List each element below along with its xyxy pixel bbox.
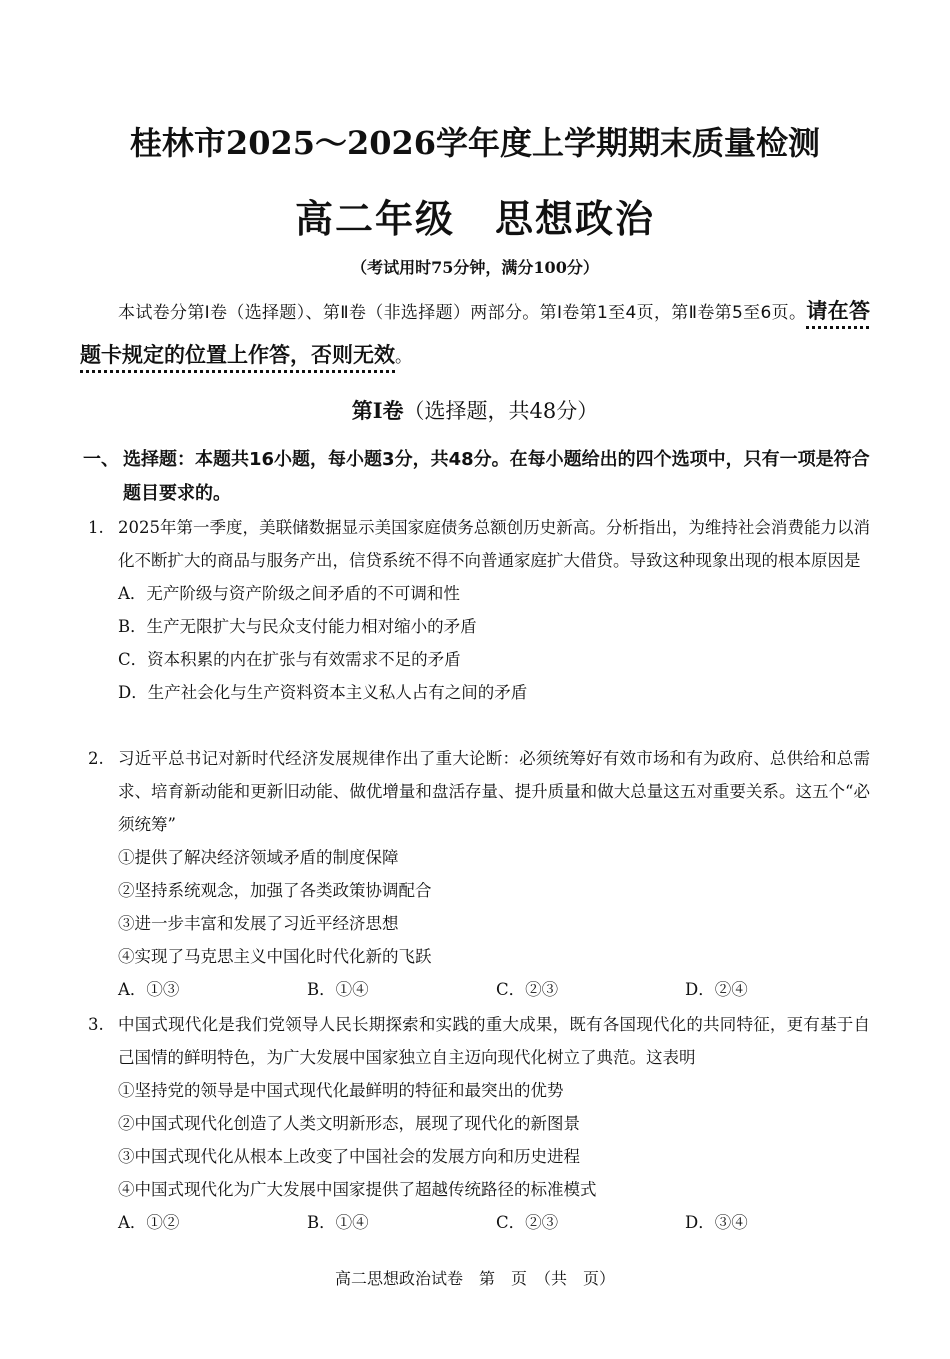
choice-a[interactable]: A．①② — [118, 1213, 180, 1232]
section-label: 第Ⅰ卷 — [351, 398, 404, 423]
statement-3: ③进一步丰富和发展了习近平经济思想 — [118, 914, 399, 933]
statement-3: ③中国式现代化从根本上改变了中国社会的发展方向和历史进程 — [118, 1147, 580, 1166]
choice-d[interactable]: D．③④ — [685, 1213, 748, 1232]
option-c[interactable]: C．资本积累的内在扩张与有效需求不足的矛盾 — [118, 650, 461, 669]
intro-text: 本试卷分第Ⅰ卷（选择题）、第Ⅱ卷（非选择题）两部分。第Ⅰ卷第1至4页，第Ⅱ卷第5至6页。 — [118, 303, 807, 323]
choice-b[interactable]: B．①④ — [307, 980, 369, 999]
intro-end: 。 — [395, 347, 412, 367]
question-3 — [88, 1008, 870, 1239]
question-number: 2. — [88, 749, 104, 768]
choice-d[interactable]: D．②④ — [685, 980, 748, 999]
intro-emphasis: 请在答题卡规定的位置上作答，否则无效 — [80, 299, 871, 367]
statement-4: ④实现了马克思主义中国化时代化新的飞跃 — [118, 947, 432, 966]
question-stem: 中国式现代化是我们党领导人民长期探索和实践的重大成果，既有各国现代化的共同特征，更有基于自己国情的鲜明特色，为广大发展中国家独立自主迈向现代化树立了典范。这表明 — [118, 1015, 870, 1067]
choice-c[interactable]: C．②③ — [496, 980, 559, 999]
section-note: （选择题，共48分） — [403, 399, 599, 423]
statement-2: ②中国式现代化创造了人类文明新形态，展现了现代化的新图景 — [118, 1114, 580, 1133]
choice-a[interactable]: A．①③ — [118, 980, 180, 999]
statement-4: ④中国式现代化为广大发展中国家提供了超越传统路径的标准模式 — [118, 1180, 597, 1199]
intro-paragraph — [80, 290, 870, 378]
statement-1: ①提供了解决经济领域矛盾的制度保障 — [118, 848, 399, 867]
option-b[interactable]: B．生产无限扩大与民众支付能力相对缩小的矛盾 — [118, 617, 477, 636]
question-stem: 2025年第一季度，美联储数据显示美国家庭债务总额创历史新高。分析指出，为维持社会消费能力以消化不断扩大的商品与服务产出，信贷系统不得不向普通家庭扩大借贷。导致这种现象出现的根本原因是 — [118, 518, 870, 570]
question-2 — [88, 742, 870, 1006]
part-instructions — [83, 443, 873, 511]
exam-subtitle: 高二年级 思想政治 — [294, 196, 655, 241]
exam-info: （考试用时75分钟，满分100分） — [351, 258, 599, 277]
statement-1: ①坚持党的领导是中国式现代化最鲜明的特征和最突出的优势 — [118, 1081, 564, 1100]
page-footer: 高二思想政治试卷 第 页 （共 页） — [334, 1269, 615, 1288]
section-heading — [0, 395, 950, 425]
part-number: 一、 — [83, 449, 119, 470]
option-d[interactable]: D．生产社会化与生产资料资本主义私人占有之间的矛盾 — [118, 683, 528, 702]
question-number: 1. — [88, 518, 104, 537]
option-a[interactable]: A．无产阶级与资产阶级之间矛盾的不可调和性 — [118, 584, 460, 603]
choice-b[interactable]: B．①④ — [307, 1213, 369, 1232]
choice-row — [88, 973, 870, 1006]
choice-row — [88, 1206, 870, 1239]
question-stem: 习近平总书记对新时代经济发展规律作出了重大论断：必须统筹好有效市场和有为政府、总供给和总需求、培育新动能和更新旧动能、做优增量和盘活存量、提升质量和做大总量这五对重要关系。这五个“必须统筹” — [118, 749, 870, 834]
question-number: 3. — [88, 1015, 104, 1034]
question-1 — [88, 511, 870, 709]
statement-2: ②坚持系统观念，加强了各类政策协调配合 — [118, 881, 432, 900]
choice-c[interactable]: C．②③ — [496, 1213, 559, 1232]
part-text: 选择题：本题共16小题，每小题3分，共48分。在每小题给出的四个选项中，只有一项是符合题目要求的。 — [123, 449, 870, 504]
exam-title: 桂林市2025～2026学年度上学期期末质量检测 — [129, 124, 821, 162]
